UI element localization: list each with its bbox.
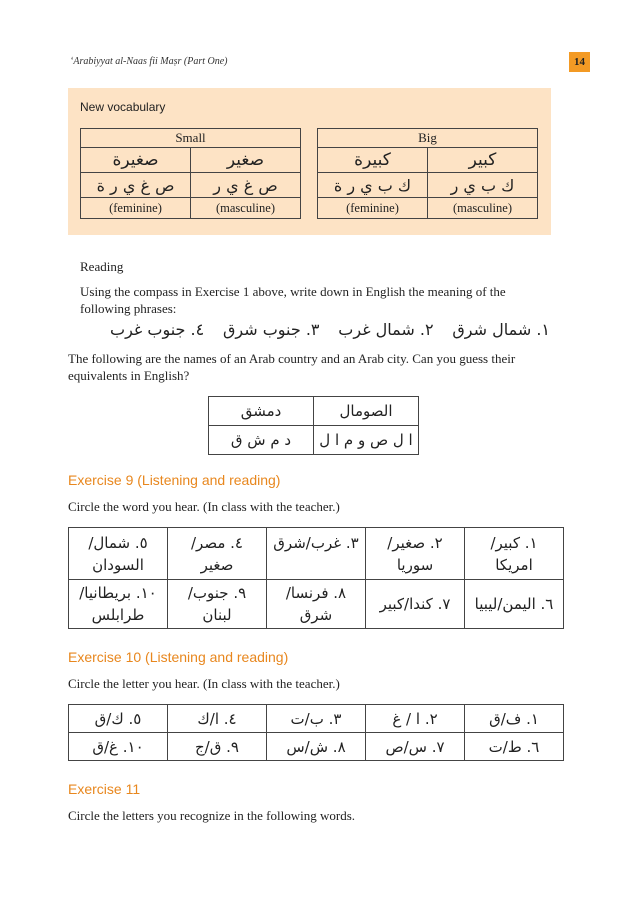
small-feminine-word: صغيرة: [81, 148, 191, 173]
ex10-item-10[interactable]: ١٠. غ/ق: [69, 733, 168, 761]
small-heading: Small: [81, 129, 301, 148]
ex10-item-7[interactable]: ٧. س/ص: [366, 733, 465, 761]
big-vocab-table: [317, 128, 538, 219]
ex9-item-10[interactable]: ١٠. بريطانيا/ طرابلس: [69, 580, 168, 629]
ex9-item-2[interactable]: ٢. صغير/ سوريا: [366, 528, 465, 580]
small-masculine-label: (masculine): [191, 198, 301, 219]
ex9-item-1[interactable]: ١. كبير/ امريكا: [465, 528, 564, 580]
exercise-10-title: Exercise 10 (Listening and reading): [68, 649, 289, 665]
big-heading: Big: [318, 129, 538, 148]
big-feminine-label: (feminine): [318, 198, 428, 219]
reading-heading: Reading: [80, 259, 124, 274]
ex9-item-3[interactable]: ٣. غرب/شرق: [267, 528, 366, 580]
small-feminine-letters: ص غ ي ر ة: [81, 173, 191, 198]
compass-phrases: [110, 320, 550, 339]
exercise-10-instruction: Circle the letter you hear. (In class with the teacher.): [68, 676, 340, 691]
reading-instruction: Using the compass in Exercise 1 above, write down in English the meaning of the following phrases:: [80, 284, 506, 316]
country-city-table: [208, 396, 419, 455]
big-feminine-word: كبيرة: [318, 148, 428, 173]
exercise-9-table: [68, 527, 564, 629]
big-masculine-word: كبير: [428, 148, 538, 173]
ex9-item-8[interactable]: ٨. فرنسا/ شرق: [267, 580, 366, 629]
ex10-item-4[interactable]: ٤. ا/ك: [168, 705, 267, 733]
small-vocab-table: [80, 128, 301, 219]
ex10-item-2[interactable]: ٢. ا / غ: [366, 705, 465, 733]
big-masculine-letters: ك ب ي ر: [428, 173, 538, 198]
phrase-1: ١. شمال شرق: [452, 320, 550, 339]
ex9-item-4[interactable]: ٤. مصر/ صغير: [168, 528, 267, 580]
country-letters: ا ل ص و م ا ل: [314, 426, 419, 455]
small-feminine-label: (feminine): [81, 198, 191, 219]
city-letters: د م ش ق: [209, 426, 314, 455]
phrase-3: ٣. جنوب شرق: [222, 320, 320, 339]
running-header: ‘Arabiyyat al-Naas fii Maṣr (Part One): [70, 56, 228, 67]
page-number: 14: [569, 52, 590, 72]
ex10-item-8[interactable]: ٨. ش/س: [267, 733, 366, 761]
ex9-item-7[interactable]: ٧. كندا/كبير: [366, 580, 465, 629]
ex10-item-1[interactable]: ١. ف/ق: [465, 705, 564, 733]
country-question: The following are the names of an Arab country and an Arab city. Can you guess their equivalents in English?: [68, 351, 516, 383]
vocabulary-title: New vocabulary: [80, 100, 166, 114]
small-masculine-letters: ص غ ي ر: [191, 173, 301, 198]
ex10-item-9[interactable]: ٩. ق/ج: [168, 733, 267, 761]
exercise-11-title: Exercise 11: [68, 781, 141, 797]
big-masculine-label: (masculine): [428, 198, 538, 219]
exercise-11-instruction: Circle the letters you recognize in the following words.: [68, 808, 356, 823]
ex9-item-9[interactable]: ٩. جنوب/ لبنان: [168, 580, 267, 629]
vocabulary-box: [68, 88, 551, 235]
big-feminine-letters: ك ب ي ر ة: [318, 173, 428, 198]
small-masculine-word: صغير: [191, 148, 301, 173]
ex9-item-5[interactable]: ٥. شمال/ السودان: [69, 528, 168, 580]
ex10-item-3[interactable]: ٣. ب/ت: [267, 705, 366, 733]
phrase-4: ٤. جنوب غرب: [110, 320, 205, 339]
city-word: دمشق: [209, 397, 314, 426]
ex9-item-6[interactable]: ٦. اليمن/ليبيا: [465, 580, 564, 629]
exercise-10-table: [68, 704, 564, 761]
exercise-9-instruction: Circle the word you hear. (In class with the teacher.): [68, 499, 340, 514]
country-word: الصومال: [314, 397, 419, 426]
exercise-9-title: Exercise 9 (Listening and reading): [68, 472, 281, 488]
ex10-item-5[interactable]: ٥. ك/ق: [69, 705, 168, 733]
ex10-item-6[interactable]: ٦. ط/ت: [465, 733, 564, 761]
phrase-2: ٢. شمال غرب: [338, 320, 434, 339]
